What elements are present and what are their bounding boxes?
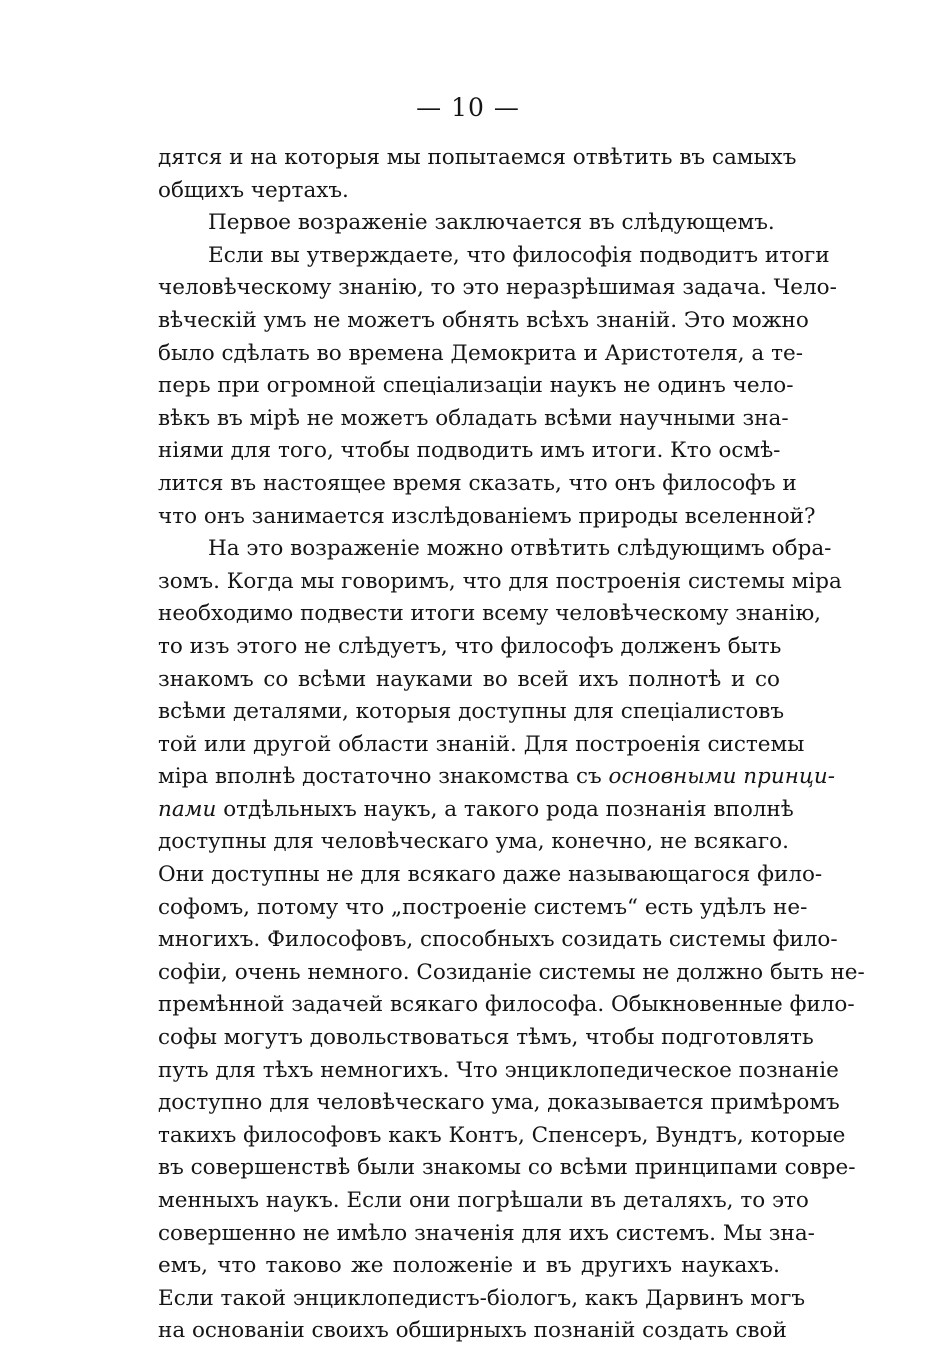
- text-line: лится въ настоящее время сказать, что онъ философъ и: [158, 470, 797, 496]
- text-line: путь для тѣхъ немногихъ. Что энциклопедическое познаніе: [158, 1057, 839, 1083]
- text-line: софіи, очень немного. Созиданіе системы не должно быть не-: [158, 959, 865, 985]
- text-line: вѣческій умъ не можетъ обнять всѣхъ знаній. Это можно: [158, 307, 809, 333]
- italic-emphasis: пами: [158, 796, 217, 822]
- text-line: всѣми деталями, которыя доступны для спеціалистовъ: [158, 699, 785, 725]
- text-line: доступно для человѣческаго ума, доказывается примѣромъ: [158, 1090, 840, 1116]
- text-line: софы могутъ довольствоваться тѣмъ, чтобы подготовлять: [158, 1025, 814, 1051]
- text-line: перь при огромной спеціализаціи наукъ не одинъ чело-: [158, 373, 794, 399]
- text-line: общихъ чертахъ.: [158, 177, 349, 203]
- text-line: зомъ. Когда мы говоримъ, что для построенія системы міра: [158, 568, 842, 594]
- text-line: премѣнной задачей всякаго философа. Обыкновенные фило-: [158, 992, 855, 1018]
- text-line: то изъ этого не слѣдуетъ, что философъ долженъ быть: [158, 633, 782, 659]
- text-line: Первое возраженіе заключается въ слѣдующемъ.: [208, 210, 775, 236]
- text-line: многихъ. Философовъ, способныхъ созидать системы фило-: [158, 927, 838, 953]
- text-line: необходимо подвести итоги всему человѣческому знанію,: [158, 601, 822, 627]
- text-fragment: міра вполнѣ достаточно знакомства съ: [158, 764, 602, 790]
- text-line: въ совершенствѣ были знакомы со всѣми принципами совре-: [158, 1155, 856, 1181]
- text-line: Если такой энциклопедистъ-біологъ, какъ Дарвинъ могъ: [158, 1285, 806, 1311]
- text-line: дятся и на которыя мы попытаемся отвѣтить въ самыхъ: [158, 145, 797, 170]
- text-line: совершенно не имѣло значенія для ихъ системъ. Мы зна-: [158, 1220, 815, 1246]
- page-number: — 10 —: [416, 93, 520, 122]
- text-line: софомъ, потому что „построеніе системъ“ есть удѣлъ не-: [158, 894, 808, 920]
- text-line: [158, 761, 836, 794]
- text-line: знакомъ со всѣми науками во всей ихъ полнотѣ и со: [158, 666, 780, 692]
- text-line: той или другой области знаній. Для построенія системы: [158, 731, 805, 757]
- text-line: ніями для того, чтобы подводить имъ итоги. Кто осмѣ-: [158, 438, 781, 464]
- text-line: На это возраженіе можно отвѣтить слѣдующимъ обра-: [208, 536, 832, 562]
- text-fragment: отдѣльныхъ наукъ, а такого рода познанія вполнѣ: [223, 796, 794, 822]
- text-line: человѣческому знанію, то это неразрѣшимая задача. Чело-: [158, 275, 837, 301]
- text-line: Они доступны не для всякаго даже называющагося фило-: [158, 862, 823, 888]
- text-line: [158, 794, 794, 827]
- text-line: что онъ занимается изслѣдованіемъ природы вселенной?: [158, 503, 816, 529]
- text-line: емъ, что таково же положеніе и въ другихъ наукахъ.: [158, 1253, 780, 1279]
- text-line: менныхъ наукъ. Если они погрѣшали въ деталяхъ, то это: [158, 1188, 809, 1213]
- text-line: такихъ философовъ какъ Контъ, Спенсеръ, Вундтъ, которые: [158, 1122, 846, 1148]
- text-line: доступны для человѣческаго ума, конечно, не всякаго.: [158, 829, 789, 855]
- italic-emphasis: основными принци-: [608, 764, 836, 790]
- text-line: было сдѣлать во времена Демокрита и Аристотеля, а те-: [158, 340, 803, 366]
- body-text: [158, 142, 865, 1348]
- text-line: вѣкъ въ мірѣ не можетъ обладать всѣми научными зна-: [158, 405, 789, 431]
- text-line: на основаніи своихъ обширныхъ познаній создать свой: [158, 1318, 787, 1344]
- text-line: Если вы утверждаете, что философія подводитъ итоги: [208, 242, 830, 268]
